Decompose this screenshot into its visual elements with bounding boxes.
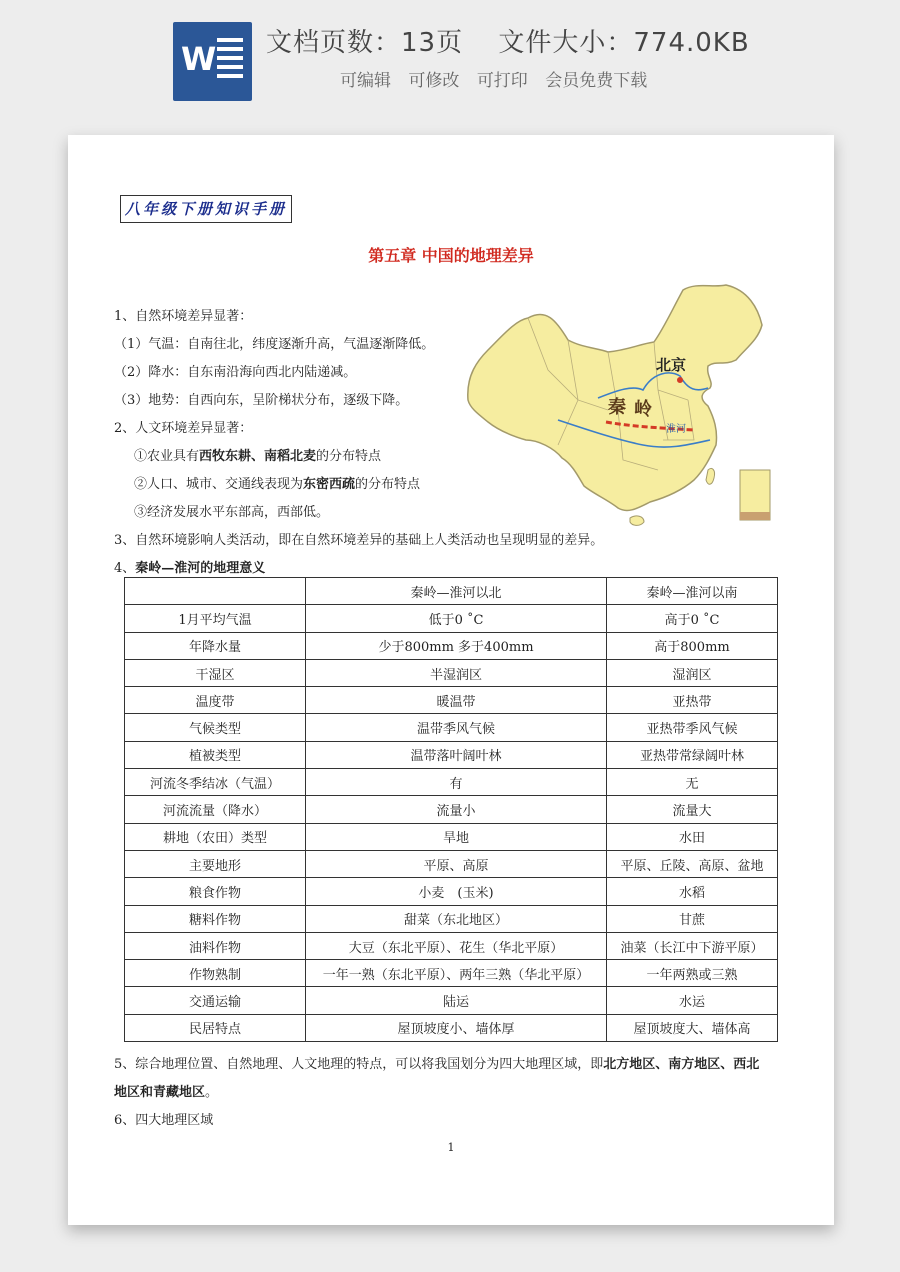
table-cell: 陆运 xyxy=(306,987,607,1014)
table-cell: 湿润区 xyxy=(607,659,778,686)
table-cell: 温带落叶阔叶林 xyxy=(306,741,607,768)
document-page xyxy=(68,135,834,1225)
hainan-island xyxy=(630,516,644,525)
inset-caption-bar xyxy=(740,512,770,520)
table-cell: 流量大 xyxy=(607,796,778,823)
table-cell: 屋顶坡度大、墙体高 xyxy=(607,1014,778,1041)
chapter-title: 第五章 中国的地理差异 xyxy=(368,246,534,265)
table-cell: 水稻 xyxy=(607,878,778,905)
terrain-point: （3）地势：自西向东，呈阶梯状分布，逐级下降。 xyxy=(114,393,409,408)
table-cell: 高于800mm xyxy=(607,632,778,659)
table-header-row xyxy=(125,578,778,605)
table-cell: 作物熟制 xyxy=(125,960,306,987)
table-cell: 流量小 xyxy=(306,796,607,823)
file-size-label: 文件大小：774.0KB xyxy=(498,28,750,58)
feature-member-download: 会员免费下载 xyxy=(545,71,648,91)
agriculture-text: ①农业具有 xyxy=(134,449,200,464)
table-row xyxy=(125,741,778,768)
population-bold: 东密西疏 xyxy=(303,477,356,492)
table-cell: 河流流量（降水） xyxy=(125,796,306,823)
section-5-period: 。 xyxy=(205,1085,219,1100)
table-cell: 一年一熟（东北平原）、两年三熟（华北平原） xyxy=(306,960,607,987)
population-text: ②人口、城市、交通线表现为 xyxy=(134,477,304,492)
temperature-point: （1）气温：自南往北，纬度逐渐升高，气温逐渐降低。 xyxy=(114,337,435,352)
table-row xyxy=(125,932,778,959)
table-cell: 高于0 ˚C xyxy=(607,605,778,632)
table-row xyxy=(125,769,778,796)
table-cell: 暖温带 xyxy=(306,687,607,714)
table-body xyxy=(125,578,778,1042)
table-row xyxy=(125,823,778,850)
table-cell: 主要地形 xyxy=(125,850,306,877)
table-cell: 有 xyxy=(306,769,607,796)
table-cell: 旱地 xyxy=(306,823,607,850)
section-4-number: 4、 xyxy=(114,561,136,576)
section-3-paragraph: 3、自然环境影响人类活动，即在自然环境差异的基础上人类活动也呈现明显的差异。 xyxy=(114,533,604,548)
agriculture-text-end: 的分布特点 xyxy=(316,449,382,464)
section-5-paragraph xyxy=(114,1053,759,1072)
table-cell: 交通运输 xyxy=(125,987,306,1014)
table-cell: 植被类型 xyxy=(125,741,306,768)
table-cell: 半湿润区 xyxy=(306,659,607,686)
table-cell: 气候类型 xyxy=(125,714,306,741)
table-row xyxy=(125,850,778,877)
table-cell: 水运 xyxy=(607,987,778,1014)
table-cell: 屋顶坡度小、墙体厚 xyxy=(306,1014,607,1041)
qinling-label-qin: 秦 xyxy=(608,397,626,418)
table-cell: 小麦 (玉米) xyxy=(306,878,607,905)
qinling-label-ling: 岭 xyxy=(634,399,652,420)
table-row xyxy=(125,605,778,632)
table-cell: 一年两熟或三熟 xyxy=(607,960,778,987)
table-cell: 大豆（东北平原）、花生（华北平原） xyxy=(306,932,607,959)
table-cell: 油料作物 xyxy=(125,932,306,959)
table-header-cell xyxy=(125,578,306,605)
agriculture-point xyxy=(134,445,381,464)
china-map xyxy=(458,280,778,530)
page-count-label: 文档页数：13页 xyxy=(266,28,464,58)
table-cell: 亚热带常绿阔叶林 xyxy=(607,741,778,768)
population-point xyxy=(134,473,420,492)
table-cell: 无 xyxy=(607,769,778,796)
south-china-sea-inset xyxy=(740,470,770,520)
feature-modifiable: 可修改 xyxy=(408,71,460,91)
section-5-regions: 北方地区、南方地区、西北 xyxy=(603,1057,760,1072)
section-1-heading: 1、自然环境差异显著： xyxy=(114,309,253,324)
table-cell: 甜菜（东北地区） xyxy=(306,905,607,932)
page-number: 1 xyxy=(447,1141,455,1154)
qinling-huaihe-table xyxy=(124,577,778,1042)
table-row xyxy=(125,905,778,932)
population-text-end: 的分布特点 xyxy=(355,477,421,492)
table-cell: 平原、高原 xyxy=(306,850,607,877)
table-header-cell: 秦岭—淮河以北 xyxy=(306,578,607,605)
section-4-title: 秦岭—淮河的地理意义 xyxy=(135,561,266,576)
section-5-regions-end: 地区和青藏地区 xyxy=(114,1085,206,1100)
table-row xyxy=(125,987,778,1014)
table-cell: 民居特点 xyxy=(125,1014,306,1041)
table-row xyxy=(125,796,778,823)
feature-editable: 可编辑 xyxy=(340,71,391,91)
table-row xyxy=(125,632,778,659)
section-6-heading: 6、四大地理区域 xyxy=(114,1113,214,1128)
section-2-heading: 2、人文环境差异显著： xyxy=(114,421,253,436)
word-file-icon: W xyxy=(173,22,252,101)
feature-printable: 可打印 xyxy=(476,71,528,91)
handbook-badge: 八年级下册知识手册 xyxy=(120,195,292,223)
beijing-marker xyxy=(677,377,683,383)
table-cell: 年降水量 xyxy=(125,632,306,659)
section-4-heading xyxy=(114,557,265,576)
agriculture-bold: 西牧东耕、南稻北麦 xyxy=(199,449,317,464)
beijing-label: 北京 xyxy=(656,356,687,374)
table-cell: 油菜（长江中下游平原） xyxy=(607,932,778,959)
table-cell: 甘蔗 xyxy=(607,905,778,932)
table-cell: 温带季风气候 xyxy=(306,714,607,741)
table-row xyxy=(125,960,778,987)
table-header-cell: 秦岭—淮河以南 xyxy=(607,578,778,605)
economy-point: ③经济发展水平东部高，西部低。 xyxy=(134,505,330,520)
huaihe-label: 淮河 xyxy=(666,424,686,435)
table-cell: 糖料作物 xyxy=(125,905,306,932)
table-cell: 温度带 xyxy=(125,687,306,714)
file-meta xyxy=(266,22,750,59)
table-cell: 低于0 ˚C xyxy=(306,605,607,632)
table-cell: 少于800mm 多于400mm xyxy=(306,632,607,659)
table-row xyxy=(125,1014,778,1041)
table-row xyxy=(125,687,778,714)
table-cell: 粮食作物 xyxy=(125,878,306,905)
table-cell: 河流冬季结冰（气温） xyxy=(125,769,306,796)
table-cell: 平原、丘陵、高原、盆地 xyxy=(607,850,778,877)
section-5-continued xyxy=(114,1081,218,1100)
table-cell: 水田 xyxy=(607,823,778,850)
download-header xyxy=(0,0,900,120)
table-row xyxy=(125,714,778,741)
table-cell: 干湿区 xyxy=(125,659,306,686)
table-row xyxy=(125,659,778,686)
table-cell: 1月平均气温 xyxy=(125,605,306,632)
table-cell: 亚热带 xyxy=(607,687,778,714)
table-row xyxy=(125,878,778,905)
feature-list xyxy=(340,66,647,91)
table-cell: 耕地（农田）类型 xyxy=(125,823,306,850)
table-cell: 亚热带季风气候 xyxy=(607,714,778,741)
precipitation-point: （2）降水：自东南沿海向西北内陆递减。 xyxy=(114,365,357,380)
taiwan-island xyxy=(706,468,715,484)
section-5-text: 5、综合地理位置、自然地理、人文地理的特点，可以将我国划分为四大地理区域，即 xyxy=(114,1057,604,1072)
